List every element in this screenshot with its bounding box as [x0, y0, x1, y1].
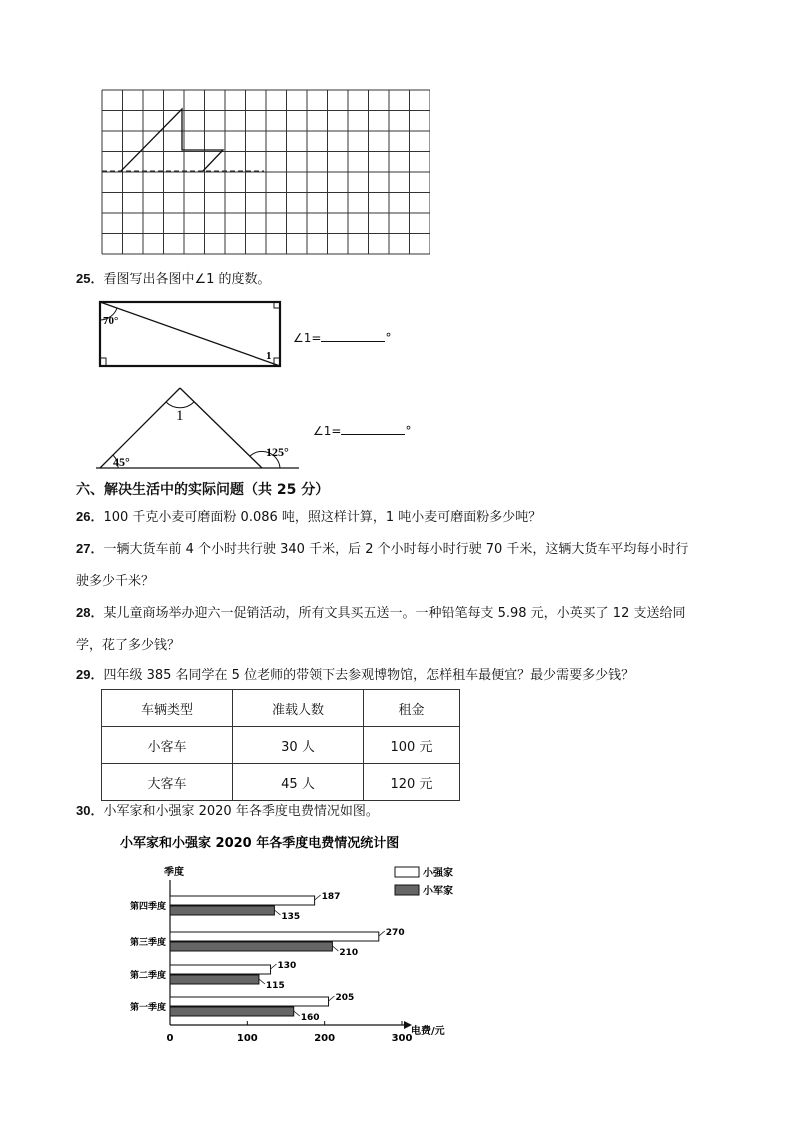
angle-label-45: 45°: [113, 455, 130, 469]
question-28: 28．某儿童商场举办迎六一促销活动，所有文具买五送一。一种铅笔每支 5.98 元，小英买了 12 支送给同 学，花了多少钱？: [76, 605, 686, 653]
table-header: 车辆类型: [102, 690, 233, 727]
question-30: 30．小军家和小强家 2020 年各季度电费情况如图。: [76, 803, 379, 819]
question-number: 25．: [76, 271, 104, 286]
table-header: 租金: [364, 690, 460, 727]
table-cell: 100 元: [364, 727, 460, 764]
angle-label-125: 125°: [266, 445, 289, 459]
x-tick-label: 0: [166, 1033, 174, 1044]
legend-swatch-xiaoqiang: [395, 867, 419, 877]
answer-blank[interactable]: [321, 329, 385, 342]
category-label: 第四季度: [129, 902, 166, 912]
answer-line-2: ∠1= °: [313, 424, 412, 438]
angle-label-70: 70°: [103, 315, 119, 327]
section-title: 六、解决生活中的实际问题（共 25 分）: [76, 482, 330, 498]
grid-figure: [100, 88, 430, 256]
rectangle-figure: [96, 298, 286, 370]
table-cell: 120 元: [364, 764, 460, 801]
chart-title: 小军家和小强家 2020 年各季度电费情况统计图: [120, 836, 400, 851]
answer-line-1: ∠1= °: [293, 331, 392, 345]
bar-xiaojun: [170, 975, 259, 984]
value-leader: [294, 1011, 300, 1016]
question-25: [76, 263, 271, 296]
half-figure: [121, 109, 223, 171]
bar-xiaoqiang: [170, 896, 315, 905]
data-label: 130: [277, 961, 297, 971]
data-label: 210: [339, 948, 359, 958]
category-label: 第三季度: [129, 938, 166, 948]
answer-blank[interactable]: [341, 422, 405, 435]
data-label: 160: [300, 1013, 320, 1023]
value-leader: [332, 946, 338, 951]
category-label: 第二季度: [129, 971, 166, 981]
data-label: 205: [335, 993, 355, 1003]
value-leader: [271, 964, 277, 969]
triangle-figure: [94, 380, 306, 472]
bar-xiaojun: [170, 942, 332, 951]
value-leader: [315, 895, 321, 900]
bar-xiaoqiang: [170, 965, 271, 974]
x-axis-label: 电费/元: [411, 1026, 445, 1037]
table-cell: 小客车: [102, 727, 233, 764]
angle-label-1-top: 1: [176, 408, 184, 424]
value-leader: [274, 910, 280, 915]
question-27: 27．一辆大货车前 4 个小时共行驶 340 千米，后 2 个小时每小时行驶 70 千米，这辆大货车平均每小时行 驶多少千米？: [76, 541, 689, 589]
table-cell: 大客车: [102, 764, 233, 801]
table-header-row: [102, 690, 460, 727]
value-leader: [379, 931, 385, 936]
value-leader: [259, 979, 265, 984]
angle-label-1: 1: [266, 350, 272, 362]
table-cell: 30 人: [233, 727, 364, 764]
electricity-chart: [110, 828, 480, 1050]
question-26: 26．100 千克小麦可磨面粉 0.086 吨，照这样计算，1 吨小麦可磨面粉多少吨？: [76, 509, 542, 525]
y-axis-label: 季度: [164, 867, 184, 878]
table-header: 准载人数: [233, 690, 364, 727]
x-tick-label: 300: [391, 1033, 413, 1044]
data-label: 270: [385, 928, 405, 938]
category-label: 第一季度: [129, 1003, 166, 1013]
bar-xiaojun: [170, 906, 274, 915]
data-label: 135: [281, 912, 301, 922]
question-text: 看图写出各图中∠1 的度数。: [103, 272, 271, 287]
value-leader: [329, 996, 335, 1001]
x-tick-label: 100: [236, 1033, 258, 1044]
bar-xiaoqiang: [170, 932, 379, 941]
legend-label-xiaoqiang: 小强家: [423, 868, 453, 879]
legend-swatch-xiaojun: [395, 885, 419, 895]
legend-label-xiaojun: 小军家: [423, 886, 453, 897]
rental-table: [101, 689, 460, 801]
bar-xiaoqiang: [170, 997, 329, 1006]
data-label: 115: [265, 981, 285, 991]
table-row: [102, 727, 460, 764]
bar-xiaojun: [170, 1007, 294, 1016]
x-tick-label: 200: [314, 1033, 336, 1044]
data-label: 187: [321, 892, 341, 902]
question-29: 29．四年级 385 名同学在 5 位老师的带领下去参观博物馆，怎样租车最便宜？最少需要多少钱？: [76, 667, 635, 683]
table-cell: 45 人: [233, 764, 364, 801]
